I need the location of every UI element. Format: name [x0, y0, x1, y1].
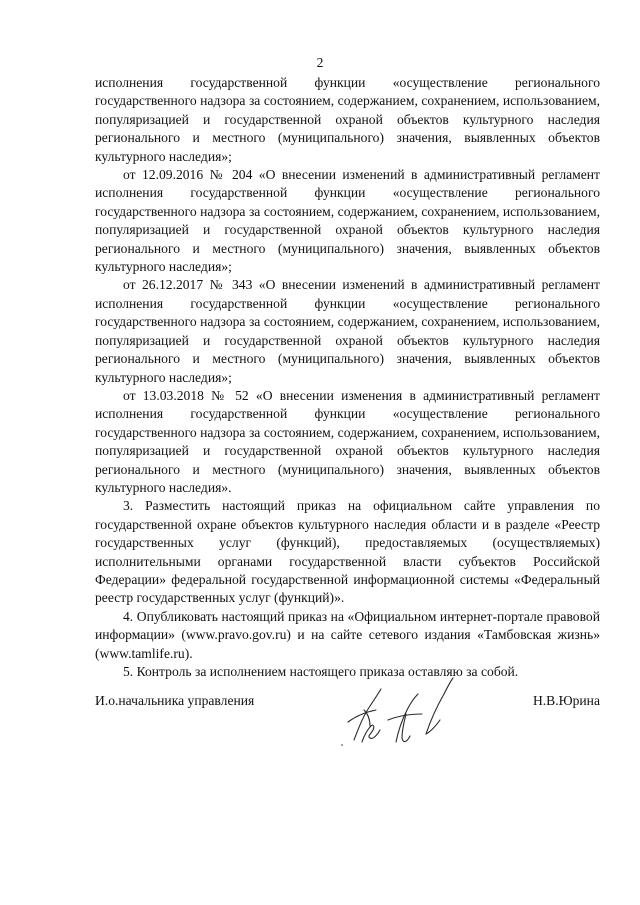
page-number: 2 [316, 55, 324, 70]
paragraph-continuation: исполнения государственной функции «осуществление регионального государственного надзора за состоянием, содержанием, сохранением, использованием, популяризацией и государственной охраной объектов культурного наследия регионального и местного (муниципального) значения, выявленных объектов культурного наследия»; [95, 75, 600, 164]
paragraph-item-4: 4. Опубликовать настоящий приказ на «Официальном интернет-портале правовой информации» (www.pravo.gov.ru) и на сайте сетевого издания «Тамбовская жизнь» (www.tamlife.ru). [95, 608, 600, 661]
paragraph-item-5: 5. Контроль за исполнением настоящего приказа оставляю за собой. [123, 664, 519, 679]
paragraph-amendment-2018: от 13.03.2018 № 52 «О внесении изменения в административный регламент исполнения государственной функции «осуществление регионального государственного надзора за состоянием, содержанием, сохранением, использованием, популяризацией и государственной охраной объектов культурного наследия регионального и местного (муниципального) значения, выявленных объектов культурного наследия». [95, 387, 600, 495]
document-body [95, 74, 600, 681]
signatory-title: И.о.начальника управления [95, 693, 255, 708]
handwritten-signature [340, 670, 470, 750]
signature-block [95, 670, 600, 760]
paragraph-amendment-2017: от 26.12.2017 № 343 «О внесении изменений в административный регламент исполнения государственной функции «осуществление регионального государственного надзора за состоянием, содержанием, сохранением, использованием, популяризацией и государственной охраной объектов культурного наследия регионального и местного (муниципального) значения, выявленных объектов культурного наследия»; [95, 277, 600, 385]
paragraph-item-3: 3. Разместить настоящий приказ на официальном сайте управления по государственной охране объектов культурного наследия области и в разделе «Реестр государственных услуг (функций), предоставляемых (осуществляемых) исполнительными органами государственной власти субъектов Российской Федерации» федеральной государственной информационной системы «Федеральный реестр государственных услуг (функций)». [95, 498, 600, 606]
signatory-name: Н.В.Юрина [532, 693, 600, 708]
scan-speck [341, 744, 343, 746]
paragraph-amendment-2016: от 12.09.2016 № 204 «О внесении изменений в административный регламент исполнения государственной функции «осуществление регионального государственного надзора за состоянием, содержанием, сохранением, использованием, популяризацией и государственной охраной объектов культурного наследия регионального и местного (муниципального) значения, выявленных объектов культурного наследия»; [95, 167, 600, 275]
